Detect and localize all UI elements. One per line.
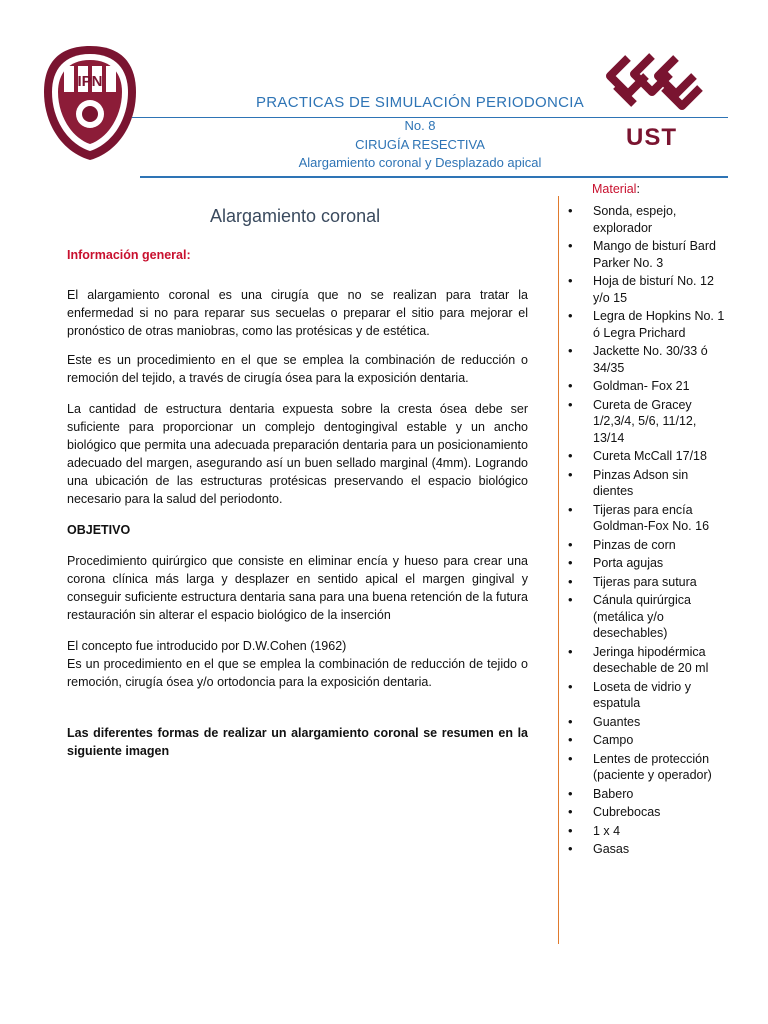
general-info-label: Información general: — [67, 248, 191, 262]
paragraph-procedure: Este es un procedimiento en el que se emplea la combinación de reducción o remoción del tejido, a través de cirugía ósea para la exposición dentaria. — [67, 353, 528, 385]
material-item: • Loseta de vidrio y espatula — [566, 679, 726, 712]
svg-text:IPN: IPN — [77, 73, 103, 90]
material-label-colon: : — [636, 182, 640, 196]
material-item: • Jackette No. 30/33 ó 34/35 — [566, 343, 726, 376]
material-item: • Lentes de protección (paciente y operador) — [566, 751, 726, 784]
practice-subtopic: Alargamiento coronal y Desplazado apical — [298, 155, 542, 170]
material-label — [592, 182, 640, 196]
paragraph-intro: El alargamiento coronal es una cirugía que no se realizan para tratar la enfermedad si no para reparar sus secuelas o preparar el sitio para mejorar el pronóstico de otras maniobras, como las protésicas y de estética. — [67, 288, 528, 338]
ust-logo-text: UST — [626, 124, 677, 151]
material-item: • Tijeras para encía Goldman-Fox No. 16 — [566, 502, 726, 535]
column-divider — [558, 196, 559, 944]
paragraph-objective: Procedimiento quirúrgico que consiste en eliminar encía y hueso para crear una corona clínica más larga y desplazer en sentido apical el margen gingival y conseguir suficiente estructura dentaria sana para una buena retención de la futura restauración sin alterar el espacio biológico de la inserción — [67, 554, 528, 622]
material-item: • Tijeras para sutura — [566, 574, 726, 591]
material-label-text: Material — [592, 182, 637, 196]
practice-topic: CIRUGÍA RESECTIVA — [355, 137, 485, 152]
material-item: • Cureta de Gracey 1/2,3/4, 5/6, 11/12, 13/14 — [566, 397, 726, 447]
material-item: • Cureta McCall 17/18 — [566, 448, 726, 465]
paragraph-concept — [67, 637, 528, 691]
material-item: • Cubrebocas — [566, 804, 726, 821]
material-item: • Pinzas de corn — [566, 537, 726, 554]
material-item: • Pinzas Adson sin dientes — [566, 467, 726, 500]
section-heading: Alargamiento coronal — [210, 206, 381, 226]
material-item: • Porta agujas — [566, 555, 726, 572]
course-title: PRACTICAS DE SIMULACIÓN PERIODONCIA — [255, 94, 585, 111]
material-item: • Guantes — [566, 714, 726, 731]
material-item: • Legra de Hopkins No. 1 ó Legra Prichard — [566, 308, 726, 341]
material-item: • Gasas — [566, 841, 726, 858]
objective-label: OBJETIVO — [67, 523, 131, 537]
header-divider-bottom — [140, 176, 728, 178]
material-item: • Hoja de bisturí No. 12 y/o 15 — [566, 273, 726, 306]
practice-number: No. 8 — [404, 118, 436, 133]
material-item: • 1 x 4 — [566, 823, 726, 840]
material-item: • Mango de bisturí Bard Parker No. 3 — [566, 238, 726, 271]
material-item: • Cánula quirúrgica (metálica y/o desechables) — [566, 592, 726, 642]
closing-statement: Las diferentes formas de realizar un alargamiento coronal se resumen en la siguiente imagen — [67, 726, 528, 758]
material-item: • Babero — [566, 786, 726, 803]
material-list — [566, 203, 726, 860]
material-item: • Campo — [566, 732, 726, 749]
concept-description: Es un procedimiento en el que se emplea la combinación de reducción de tejido o remoción, cirugía ósea y/o ortodoncia para la exposición dentaria. — [67, 657, 528, 689]
material-item: • Sonda, espejo, explorador — [566, 203, 726, 236]
concept-line: El concepto fue introducido por D.W.Cohen (1962) — [67, 639, 347, 653]
material-item: • Goldman- Fox 21 — [566, 378, 726, 395]
material-item: • Jeringa hipodérmica desechable de 20 ml — [566, 644, 726, 677]
paragraph-structure: La cantidad de estructura dentaria expuesta sobre la cresta ósea debe ser suficiente para proporcionar un complejo dentogingival estable y un ancho biológico que permita una adecuada preparación dentaria para un posicionamiento adecuado del margen, asegurando así un buen sellado marginal (4mm). Logrando una ubicación de las estructuras protésicas preservando el espacio biológico necesario para la salud del periodonto. — [67, 402, 528, 506]
